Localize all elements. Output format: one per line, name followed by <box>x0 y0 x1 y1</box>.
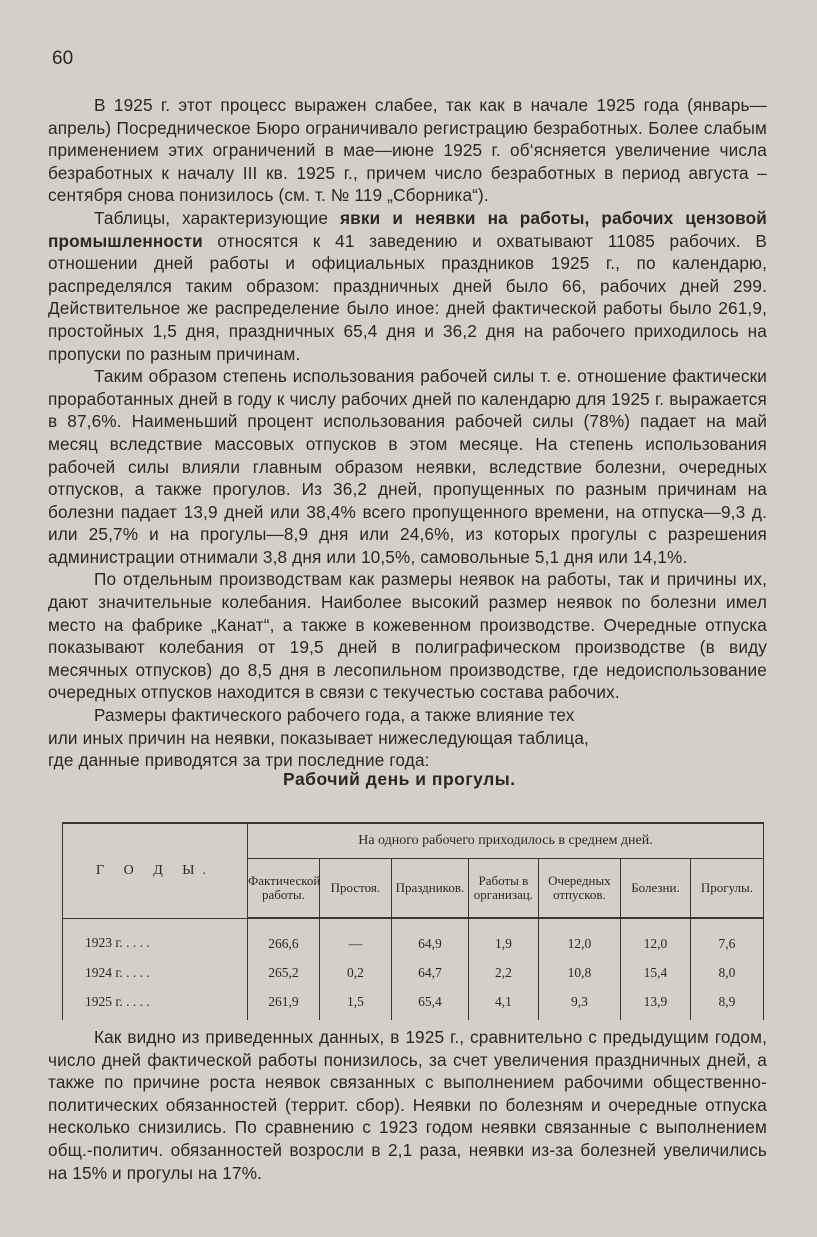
table-cell: 9,3 <box>538 987 620 1020</box>
table-cell: 64,9 <box>391 918 468 958</box>
column-header: Болезни. <box>621 859 691 919</box>
year-cell: 1923 г. . . . . <box>63 918 248 958</box>
paragraph-2-rest: относятся к 41 заведению и охватывают 11085 рабочих. В отношении дней работы и официальных праздников 1925 г., по календарю, распределялся таким образом: праздничных дней было 66, рабочих дней 299. Действительное же распределение было иное: дней фактической работы было 261,9, простойных 1,5 дня, праздничных 65,4 дня и 36,2 дня на рабочего приходилось на пропуски по разным причинам. <box>48 230 767 364</box>
table-cell: 12,0 <box>538 918 620 958</box>
paragraph-4: По отдельным производствам как размеры неявок на работы, так и причины их, дают значительные колебания. Наиболее высокий размер неявок по болезни имел место на фабрике „Канат“, а также в кожевенном производстве. Очередные отпуска показывают колебания от 19,5 дней в полиграфическом производстве (в виду месячных отпусков) до 8,5 дня в лесопильном производстве, где недоиспользование очередных отпусков находится в связи с текучестью состава рабочих. <box>48 569 767 703</box>
text-bottom <box>48 1026 767 1184</box>
table-title: Рабочий день и прогулы. <box>283 769 516 789</box>
table-cell: 265,2 <box>247 958 319 987</box>
years-header: Г О Д Ы. <box>63 823 248 918</box>
table-cell: 1,5 <box>319 987 391 1020</box>
table-cell: 266,6 <box>247 918 319 958</box>
paragraph-2-bold: явки и неявки на работы, рабочих цензовой промышленности <box>48 207 767 251</box>
page-number: 60 <box>52 48 74 69</box>
column-header: Прогулы. <box>690 859 763 919</box>
paragraph-5: Размеры фактического рабочего года, а также влияние тех или иных причин на неявки, показывает нижеследующая таблица, где данные приводятся за три последние года: <box>48 705 589 771</box>
paragraph-3: Таким образом степень использования рабочей силы т. е. отношение фактически проработанных дней в году к числу рабочих дней по календарю для 1925 г. выражается в 87,6%. Наименьший процент использования рабочей силы (78%) падает на май месяц вследствие массовых отпусков в этом месяце. На степень использования рабочей силы влияли главным образом неявки, вследствие болезни, очередных отпусков, а также прогулов. Из 36,2 дней, пропущенных по разным причинам на болезни падает 13,9 дней или 38,4% всего пропущенного времени, на отпуска—9,3 д. или 25,7% и на прогулы—8,9 дня или 24,6%, из которых прогулы с разрешения администрации отнимали 3,8 дня или 10,5%, самовольные 5,1 дня или 14,1%. <box>48 366 767 567</box>
column-header: Работы в организац. <box>468 859 538 919</box>
table-row <box>63 918 764 958</box>
table-cell: 0,2 <box>319 958 391 987</box>
table-cell: — <box>319 918 391 958</box>
table-cell: 261,9 <box>247 987 319 1020</box>
column-header: Праздников. <box>391 859 468 919</box>
table-cell: 65,4 <box>391 987 468 1020</box>
table-cell: 4,1 <box>468 987 538 1020</box>
table-cell: 10,8 <box>538 958 620 987</box>
table-cell: 8,9 <box>690 987 763 1020</box>
attendance-table <box>62 822 764 1020</box>
column-header: Простоя. <box>319 859 391 919</box>
table-row <box>63 958 764 987</box>
group-header: На одного рабочего приходилось в среднем дней. <box>247 823 763 859</box>
year-cell: 1924 г. . . . . <box>63 958 248 987</box>
table-cell: 64,7 <box>391 958 468 987</box>
text-top <box>48 94 767 772</box>
table-cell: 8,0 <box>690 958 763 987</box>
table-cell: 12,0 <box>621 918 691 958</box>
paragraph-1: В 1925 г. этот процесс выражен слабее, так как в начале 1925 года (январь—апрель) Посредническое Бюро ограничивало регистрацию безработных. Более слабым применением этих ограничений в мае—июне 1925 г. об‘ясняется увеличение числа безработных к началу III кв. 1925 г., причем число безработных в период августа – сентября снова понизилось (см. т. № 119 „Сборника“). <box>48 95 767 206</box>
column-header: Очередных отпусков. <box>538 859 620 919</box>
paragraph-6: Как видно из приведенных данных, в 1925 г., сравнительно с предыдущим годом, число дней фактической работы понизилось, за счет увеличения праздничных дней, а также по причине роста неявок связанных с выполнением рабочими общественно-политических обязанностей (террит. сбор). Неявки по болезням и очередные отпуска несколько снизились. По сравнению с 1923 годом неявки связанные с выполнением общ.-политич. обязанностей возросли в 2,1 раза, неявки из-за болезней увеличились на 15% и прогулы на 17%. <box>48 1027 767 1183</box>
year-cell: 1925 г. . . . . <box>63 987 248 1020</box>
paragraph-2 <box>48 207 767 365</box>
table-cell: 15,4 <box>621 958 691 987</box>
table-cell: 7,6 <box>690 918 763 958</box>
table-cell: 1,9 <box>468 918 538 958</box>
table-row <box>63 987 764 1020</box>
paragraph-2-lead: Таблицы, характеризующие <box>94 207 340 228</box>
table-cell: 2,2 <box>468 958 538 987</box>
column-header: Фактической работы. <box>247 859 319 919</box>
table-cell: 13,9 <box>621 987 691 1020</box>
